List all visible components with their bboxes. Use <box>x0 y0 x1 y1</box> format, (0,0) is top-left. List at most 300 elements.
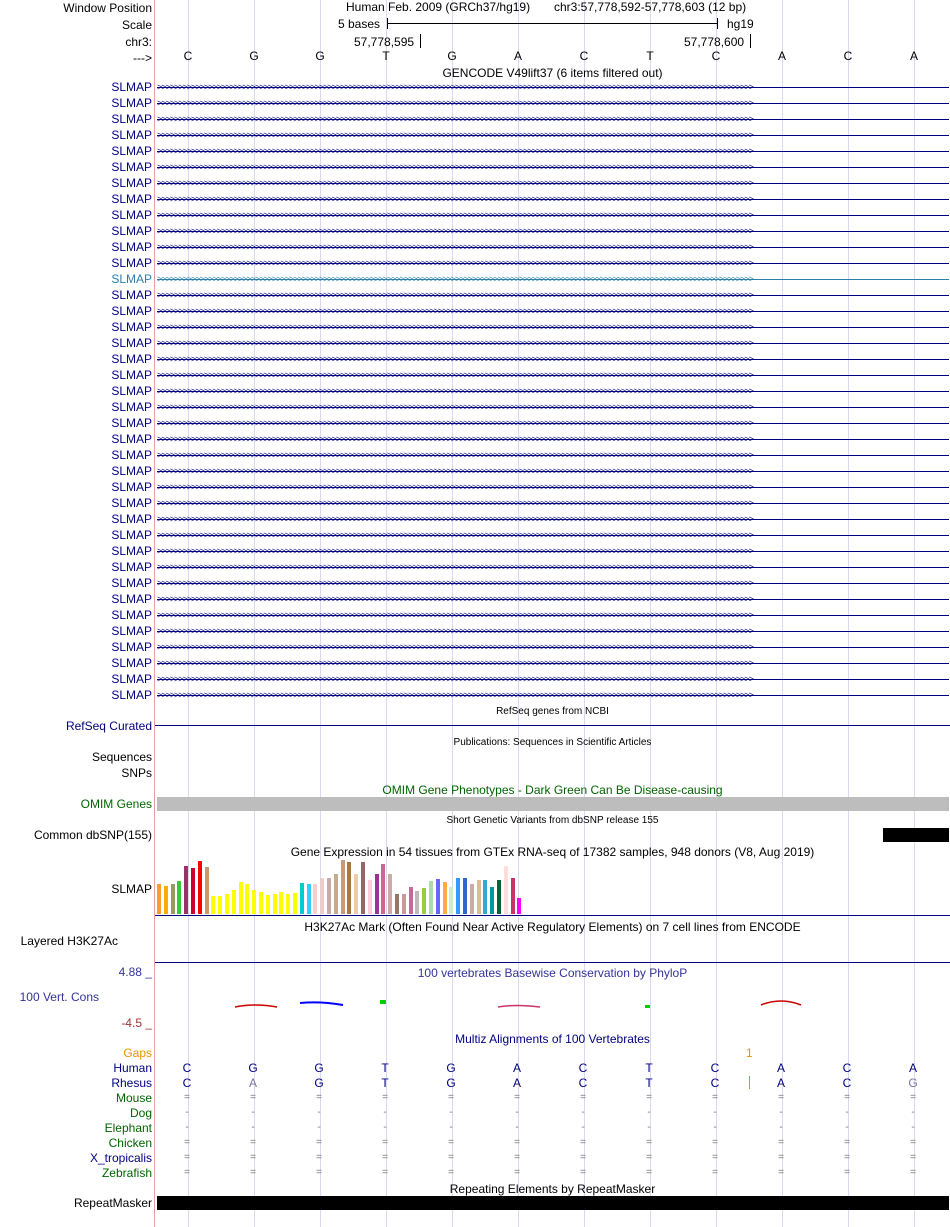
gencode-transcript-label[interactable]: SLMAP <box>111 688 152 702</box>
alignment-base: C <box>710 1076 720 1090</box>
alignment-base: = <box>382 1092 388 1103</box>
gencode-transcript[interactable] <box>157 290 949 300</box>
alignment-base: = <box>910 1167 916 1178</box>
alignment-base: - <box>449 1122 453 1133</box>
alignment-base: - <box>185 1122 189 1133</box>
gtex-tissue-bar[interactable] <box>368 880 372 914</box>
alignment-base: = <box>184 1092 190 1103</box>
gtex-tissue-bar[interactable] <box>381 864 385 914</box>
strand-arrows: >>>>>>>>>>>>>>>>>>>>>>>>>>>>>>>>>>>>>>>>>>>>>>>>>>>>>>>>>>>>>>>>>>>>>>>>>>>>>>>>>>>>>>>>>>>>>>>>>>>>>>>>>>>>>>>>>>>>>>>>>>>>>>>>>>>>>>>>>>>> <box>157 658 753 668</box>
alignment-base: - <box>911 1107 915 1118</box>
alignment-base: T <box>381 1061 389 1075</box>
alignment-base: = <box>580 1167 586 1178</box>
species-label-chicken[interactable]: Chicken <box>108 1136 152 1150</box>
gencode-transcript-label[interactable]: SLMAP <box>111 320 152 334</box>
phylop-signal-5 <box>645 1005 650 1008</box>
omim-label[interactable]: OMIM Genes <box>80 797 152 811</box>
gencode-transcript[interactable] <box>157 514 949 524</box>
gtex-tissue-bar[interactable] <box>218 896 222 914</box>
gtex-tissue-bar[interactable] <box>177 881 181 914</box>
gencode-transcript[interactable] <box>157 210 949 220</box>
gencode-transcript-label[interactable]: SLMAP <box>111 608 152 622</box>
gencode-transcript-label[interactable]: SLMAP <box>111 416 152 430</box>
strand-arrows: >>>>>>>>>>>>>>>>>>>>>>>>>>>>>>>>>>>>>>>>>>>>>>>>>>>>>>>>>>>>>>>>>>>>>>>>>>>>>>>>>>>>>>>>>>>>>>>>>>>>>>>>>>>>>>>>>>>>>>>>>>>>>>>>>>>>>>>>>>>> <box>157 82 753 92</box>
dbsnp-label[interactable]: Common dbSNP(155) <box>33 828 152 842</box>
gtex-title[interactable]: Gene Expression in 54 tissues from GTEx RNA-seq of 17382 samples, 948 donors (V8, Aug 2019) <box>290 845 815 859</box>
species-label-rhesus[interactable]: Rhesus <box>111 1076 152 1090</box>
alignment-base: T <box>645 1076 653 1090</box>
alignment-base: = <box>250 1092 256 1103</box>
species-label-gaps[interactable]: Gaps <box>123 1046 152 1060</box>
gencode-transcript[interactable] <box>157 626 949 636</box>
scale-bar-right-tick <box>717 18 718 29</box>
gencode-transcript[interactable] <box>157 114 949 124</box>
gencode-transcript[interactable] <box>157 242 949 252</box>
phylop-label[interactable]: 100 Vert. Cons <box>19 990 99 1004</box>
gencode-transcript[interactable] <box>157 562 949 572</box>
alignment-base: - <box>713 1122 717 1133</box>
gencode-transcript[interactable] <box>157 674 949 684</box>
coord-label-1: 57,778,595 <box>354 35 415 49</box>
gencode-transcript[interactable] <box>157 450 949 460</box>
alignment-base: A <box>776 1061 785 1075</box>
gtex-tissue-bar[interactable] <box>252 890 256 914</box>
gtex-tissue-bar[interactable] <box>259 892 263 914</box>
gencode-transcript-label[interactable]: SLMAP <box>111 560 152 574</box>
db-name: hg19 <box>727 17 754 31</box>
gtex-tissue-bar[interactable] <box>205 867 209 914</box>
base-letter: C <box>579 49 589 63</box>
gencode-transcript[interactable] <box>157 354 949 364</box>
strand-arrows: >>>>>>>>>>>>>>>>>>>>>>>>>>>>>>>>>>>>>>>>>>>>>>>>>>>>>>>>>>>>>>>>>>>>>>>>>>>>>>>>>>>>>>>>>>>>>>>>>>>>>>>>>>>>>>>>>>>>>>>>>>>>>>>>>>>>>>>>>>>> <box>157 642 753 652</box>
gencode-transcript[interactable] <box>157 482 949 492</box>
omim-title[interactable]: OMIM Gene Phenotypes - Dark Green Can Be Disease-causing <box>382 783 723 797</box>
gtex-tissue-bar[interactable] <box>436 879 440 914</box>
gtex-tissue-bar[interactable] <box>313 884 317 914</box>
gtex-tissue-bar[interactable] <box>184 866 188 914</box>
gencode-transcript-label[interactable]: SLMAP <box>111 288 152 302</box>
gencode-transcript-label[interactable]: SLMAP <box>111 272 152 286</box>
gencode-transcript-label[interactable]: SLMAP <box>111 528 152 542</box>
strand-arrows: >>>>>>>>>>>>>>>>>>>>>>>>>>>>>>>>>>>>>>>>>>>>>>>>>>>>>>>>>>>>>>>>>>>>>>>>>>>>>>>>>>>>>>>>>>>>>>>>>>>>>>>>>>>>>>>>>>>>>>>>>>>>>>>>>>>>>>>>>>>> <box>157 146 753 156</box>
gencode-transcript[interactable] <box>157 434 949 444</box>
alignment-base: = <box>778 1092 784 1103</box>
alignment-base: = <box>316 1152 322 1163</box>
gencode-transcript-label[interactable]: SLMAP <box>111 368 152 382</box>
alignment-base: A <box>512 1061 521 1075</box>
gencode-transcript-label[interactable]: SLMAP <box>111 224 152 238</box>
phylop-title[interactable]: 100 vertebrates Basewise Conservation by PhyloP <box>417 966 688 980</box>
alignment-base: = <box>448 1167 454 1178</box>
gencode-transcript-label[interactable]: SLMAP <box>111 480 152 494</box>
gencode-transcript-label[interactable]: SLMAP <box>111 512 152 526</box>
position-range[interactable]: chr3:57,778,592-57,778,603 (12 bp) <box>554 0 747 14</box>
alignment-base: = <box>382 1137 388 1148</box>
alignment-base: = <box>910 1137 916 1148</box>
gtex-tissue-bar[interactable] <box>225 894 229 914</box>
gencode-transcript[interactable] <box>157 178 949 188</box>
insertion-marker <box>749 1076 750 1089</box>
repeatmasker-label[interactable]: RepeatMasker <box>73 1196 152 1210</box>
alignment-base: = <box>514 1167 520 1178</box>
gencode-transcript-label[interactable]: SLMAP <box>111 672 152 686</box>
strand-arrows: >>>>>>>>>>>>>>>>>>>>>>>>>>>>>>>>>>>>>>>>>>>>>>>>>>>>>>>>>>>>>>>>>>>>>>>>>>>>>>>>>>>>>>>>>>>>>>>>>>>>>>>>>>>>>>>>>>>>>>>>>>>>>>>>>>>>>>>>>>>> <box>157 530 753 540</box>
alignment-base: A <box>776 1076 785 1090</box>
gencode-transcript[interactable] <box>157 322 949 332</box>
strand-arrows: >>>>>>>>>>>>>>>>>>>>>>>>>>>>>>>>>>>>>>>>>>>>>>>>>>>>>>>>>>>>>>>>>>>>>>>>>>>>>>>>>>>>>>>>>>>>>>>>>>>>>>>>>>>>>>>>>>>>>>>>>>>>>>>>>>>>>>>>>>>> <box>157 130 753 140</box>
base-letter: G <box>315 49 325 63</box>
gencode-transcript[interactable] <box>157 194 949 204</box>
phylop-max: 4.88 _ <box>118 965 152 979</box>
alignment-base: = <box>514 1137 520 1148</box>
gtex-tissue-bar[interactable] <box>341 860 345 914</box>
gencode-transcript[interactable] <box>157 498 949 508</box>
alignment-base: C <box>182 1061 192 1075</box>
strand-arrows: >>>>>>>>>>>>>>>>>>>>>>>>>>>>>>>>>>>>>>>>>>>>>>>>>>>>>>>>>>>>>>>>>>>>>>>>>>>>>>>>>>>>>>>>>>>>>>>>>>>>>>>>>>>>>>>>>>>>>>>>>>>>>>>>>>>>>>>>>>>> <box>157 594 753 604</box>
gencode-transcript[interactable] <box>157 610 949 620</box>
alignment-base: - <box>779 1122 783 1133</box>
repeatmasker-title[interactable]: Repeating Elements by RepeatMasker <box>449 1182 656 1196</box>
alignment-base: = <box>778 1137 784 1148</box>
phylop-signal-3 <box>380 1000 386 1004</box>
gencode-transcript-label[interactable]: SLMAP <box>111 576 152 590</box>
phylop-signal-4 <box>498 1006 540 1008</box>
alignment-base: = <box>778 1152 784 1163</box>
alignment-base: A <box>908 1061 917 1075</box>
gtex-tissue-bar[interactable] <box>395 894 399 914</box>
gencode-transcript[interactable] <box>157 530 949 540</box>
gtex-tissue-bar[interactable] <box>402 894 406 914</box>
gtex-tissue-bar[interactable] <box>443 882 447 914</box>
gencode-transcript-label[interactable]: SLMAP <box>111 192 152 206</box>
alignment-base: - <box>185 1107 189 1118</box>
gencode-transcript-label[interactable]: SLMAP <box>111 592 152 606</box>
gencode-title[interactable]: GENCODE V49lift37 (6 items filtered out) <box>442 66 663 80</box>
gencode-transcript-label[interactable]: SLMAP <box>111 464 152 478</box>
gtex-tissue-bar[interactable] <box>415 891 419 914</box>
gtex-tissue-bar[interactable] <box>273 894 277 914</box>
gencode-transcript-label[interactable]: SLMAP <box>111 640 152 654</box>
alignment-base: A <box>248 1076 257 1090</box>
gencode-transcript[interactable] <box>157 226 949 236</box>
coord-tick-2 <box>750 34 751 48</box>
strand-arrows: >>>>>>>>>>>>>>>>>>>>>>>>>>>>>>>>>>>>>>>>>>>>>>>>>>>>>>>>>>>>>>>>>>>>>>>>>>>>>>>>>>>>>>>>>>>>>>>>>>>>>>>>>>>>>>>>>>>>>>>>>>>>>>>>>>>>>>>>>>>> <box>157 450 753 460</box>
assembly-name: Human Feb. 2009 (GRCh37/hg19) <box>346 0 531 14</box>
alignment-base: = <box>844 1152 850 1163</box>
gencode-transcript-label[interactable]: SLMAP <box>111 432 152 446</box>
strand-arrows: >>>>>>>>>>>>>>>>>>>>>>>>>>>>>>>>>>>>>>>>>>>>>>>>>>>>>>>>>>>>>>>>>>>>>>>>>>>>>>>>>>>>>>>>>>>>>>>>>>>>>>>>>>>>>>>>>>>>>>>>>>>>>>>>>>>>>>>>>>>> <box>157 610 753 620</box>
alignment-base: = <box>382 1152 388 1163</box>
gtex-tissue-bar[interactable] <box>361 862 365 914</box>
alignment-base: = <box>514 1152 520 1163</box>
alignment-base: = <box>646 1167 652 1178</box>
strand-arrows: >>>>>>>>>>>>>>>>>>>>>>>>>>>>>>>>>>>>>>>>>>>>>>>>>>>>>>>>>>>>>>>>>>>>>>>>>>>>>>>>>>>>>>>>>>>>>>>>>>>>>>>>>>>>>>>>>>>>>>>>>>>>>>>>>>>>>>>>>>>> <box>157 242 753 252</box>
strand-arrows: >>>>>>>>>>>>>>>>>>>>>>>>>>>>>>>>>>>>>>>>>>>>>>>>>>>>>>>>>>>>>>>>>>>>>>>>>>>>>>>>>>>>>>>>>>>>>>>>>>>>>>>>>>>>>>>>>>>>>>>>>>>>>>>>>>>>>>>>>>>> <box>157 306 753 316</box>
alignment-base: = <box>712 1092 718 1103</box>
alignment-base: - <box>317 1122 321 1133</box>
dbsnp-feature[interactable] <box>883 828 949 842</box>
alignment-base: = <box>580 1137 586 1148</box>
gencode-transcript[interactable] <box>157 306 949 316</box>
h3k27ac-label[interactable]: Layered H3K27Ac <box>20 934 118 948</box>
gencode-transcript-label[interactable]: SLMAP <box>111 176 152 190</box>
gencode-transcript-label[interactable]: SLMAP <box>111 336 152 350</box>
alignment-base: = <box>910 1152 916 1163</box>
alignment-base: = <box>316 1167 322 1178</box>
base-letter: C <box>843 49 853 63</box>
gtex-tissue-bar[interactable] <box>497 880 501 914</box>
gencode-transcript[interactable] <box>157 98 949 108</box>
coord-tick-1 <box>420 34 421 48</box>
gtex-tissue-bar[interactable] <box>422 888 426 914</box>
strand-arrows: >>>>>>>>>>>>>>>>>>>>>>>>>>>>>>>>>>>>>>>>>>>>>>>>>>>>>>>>>>>>>>>>>>>>>>>>>>>>>>>>>>>>>>>>>>>>>>>>>>>>>>>>>>>>>>>>>>>>>>>>>>>>>>>>>>>>>>>>>>>> <box>157 162 753 172</box>
gencode-transcript[interactable] <box>157 338 949 348</box>
gencode-transcript-label[interactable]: SLMAP <box>111 128 152 142</box>
gtex-bar-chart[interactable] <box>157 858 537 914</box>
gencode-transcript[interactable] <box>157 642 949 652</box>
gtex-tissue-bar[interactable] <box>300 883 304 914</box>
window-position-label: Window Position <box>63 1 152 15</box>
strand-arrows: >>>>>>>>>>>>>>>>>>>>>>>>>>>>>>>>>>>>>>>>>>>>>>>>>>>>>>>>>>>>>>>>>>>>>>>>>>>>>>>>>>>>>>>>>>>>>>>>>>>>>>>>>>>>>>>>>>>>>>>>>>>>>>>>>>>>>>>>>>>> <box>157 498 753 508</box>
publications-label-sequences[interactable]: Sequences <box>91 750 152 764</box>
gencode-transcript-label[interactable]: SLMAP <box>111 96 152 110</box>
species-label-elephant[interactable]: Elephant <box>104 1121 152 1135</box>
species-label-mouse[interactable]: Mouse <box>115 1091 152 1105</box>
alignment-base: = <box>250 1152 256 1163</box>
alignment-base: C <box>182 1076 192 1090</box>
gtex-tissue-bar[interactable] <box>483 880 487 914</box>
gtex-tissue-bar[interactable] <box>334 874 338 914</box>
strand-arrows: >>>>>>>>>>>>>>>>>>>>>>>>>>>>>>>>>>>>>>>>>>>>>>>>>>>>>>>>>>>>>>>>>>>>>>>>>>>>>>>>>>>>>>>>>>>>>>>>>>>>>>>>>>>>>>>>>>>>>>>>>>>>>>>>>>>>>>>>>>>> <box>157 562 753 572</box>
alignment-base: G <box>446 1076 456 1090</box>
dbsnp-title[interactable]: Short Genetic Variants from dbSNP release 155 <box>446 815 659 826</box>
gtex-tissue-bar[interactable] <box>191 868 195 914</box>
gtex-tissue-bar[interactable] <box>347 862 351 914</box>
gtex-tissue-bar[interactable] <box>171 884 175 914</box>
repeatmasker-bar[interactable] <box>157 1196 949 1210</box>
strand-arrows: >>>>>>>>>>>>>>>>>>>>>>>>>>>>>>>>>>>>>>>>>>>>>>>>>>>>>>>>>>>>>>>>>>>>>>>>>>>>>>>>>>>>>>>>>>>>>>>>>>>>>>>>>>>>>>>>>>>>>>>>>>>>>>>>>>>>>>>>>>>> <box>157 546 753 556</box>
gencode-transcript[interactable] <box>157 594 949 604</box>
gencode-transcript-label[interactable]: SLMAP <box>111 352 152 366</box>
gtex-tissue-bar[interactable] <box>456 878 460 914</box>
gtex-tissue-bar[interactable] <box>409 887 413 914</box>
gencode-transcript-label[interactable]: SLMAP <box>111 208 152 222</box>
alignment-base: = <box>712 1152 718 1163</box>
alignment-base: - <box>251 1122 255 1133</box>
gtex-tissue-bar[interactable] <box>470 884 474 914</box>
gtex-tissue-bar[interactable] <box>388 874 392 914</box>
gencode-transcript[interactable] <box>157 402 949 412</box>
h3k27ac-baseline <box>155 962 950 963</box>
gtex-tissue-bar[interactable] <box>463 878 467 914</box>
gencode-transcript[interactable] <box>157 386 949 396</box>
strand-arrows: >>>>>>>>>>>>>>>>>>>>>>>>>>>>>>>>>>>>>>>>>>>>>>>>>>>>>>>>>>>>>>>>>>>>>>>>>>>>>>>>>>>>>>>>>>>>>>>>>>>>>>>>>>>>>>>>>>>>>>>>>>>>>>>>>>>>>>>>>>>> <box>157 98 753 108</box>
species-label-dog[interactable]: Dog <box>129 1106 152 1120</box>
strand-arrows: >>>>>>>>>>>>>>>>>>>>>>>>>>>>>>>>>>>>>>>>>>>>>>>>>>>>>>>>>>>>>>>>>>>>>>>>>>>>>>>>>>>>>>>>>>>>>>>>>>>>>>>>>>>>>>>>>>>>>>>>>>>>>>>>>>>>>>>>>>>> <box>157 338 753 348</box>
h3k27ac-title[interactable]: H3K27Ac Mark (Often Found Near Active Regulatory Elements) on 7 cell lines from ENCODE <box>304 920 801 934</box>
alignment-base: = <box>250 1137 256 1148</box>
gencode-transcript-label[interactable]: SLMAP <box>111 656 152 670</box>
species-label-zebrafish[interactable]: Zebrafish <box>101 1166 152 1180</box>
strand-arrows: >>>>>>>>>>>>>>>>>>>>>>>>>>>>>>>>>>>>>>>>>>>>>>>>>>>>>>>>>>>>>>>>>>>>>>>>>>>>>>>>>>>>>>>>>>>>>>>>>>>>>>>>>>>>>>>>>>>>>>>>>>>>>>>>>>>>>>>>>>>> <box>157 114 753 124</box>
gencode-transcript-label[interactable]: SLMAP <box>111 256 152 270</box>
refseq-title[interactable]: RefSeq genes from NCBI <box>496 706 609 717</box>
gtex-tissue-bar[interactable] <box>490 887 494 914</box>
phylop-min: -4.5 _ <box>121 1016 152 1030</box>
strand-arrows: >>>>>>>>>>>>>>>>>>>>>>>>>>>>>>>>>>>>>>>>>>>>>>>>>>>>>>>>>>>>>>>>>>>>>>>>>>>>>>>>>>>>>>>>>>>>>>>>>>>>>>>>>>>>>>>>>>>>>>>>>>>>>>>>>>>>>>>>>>>> <box>157 194 753 204</box>
strand-arrows: >>>>>>>>>>>>>>>>>>>>>>>>>>>>>>>>>>>>>>>>>>>>>>>>>>>>>>>>>>>>>>>>>>>>>>>>>>>>>>>>>>>>>>>>>>>>>>>>>>>>>>>>>>>>>>>>>>>>>>>>>>>>>>>>>>>>>>>>>>>> <box>157 290 753 300</box>
gtex-tissue-bar[interactable] <box>164 886 168 914</box>
alignment-base: = <box>514 1092 520 1103</box>
alignment-base: = <box>646 1137 652 1148</box>
gencode-transcript[interactable] <box>157 274 949 284</box>
alignment-base: - <box>251 1107 255 1118</box>
alignment-base: - <box>845 1122 849 1133</box>
alignment-base: = <box>184 1167 190 1178</box>
alignment-base: = <box>778 1167 784 1178</box>
gtex-tissue-bar[interactable] <box>266 895 270 914</box>
alignment-base: G <box>314 1076 324 1090</box>
strand-arrows: >>>>>>>>>>>>>>>>>>>>>>>>>>>>>>>>>>>>>>>>>>>>>>>>>>>>>>>>>>>>>>>>>>>>>>>>>>>>>>>>>>>>>>>>>>>>>>>>>>>>>>>>>>>>>>>>>>>>>>>>>>>>>>>>>>>>>>>>>>>> <box>157 370 753 380</box>
gencode-transcript-label[interactable]: SLMAP <box>111 624 152 638</box>
gtex-tissue-bar[interactable] <box>477 880 481 914</box>
base-letter: A <box>909 49 918 63</box>
gencode-transcript-label[interactable]: SLMAP <box>111 496 152 510</box>
base-letter: G <box>249 49 259 63</box>
gtex-tissue-bar[interactable] <box>239 882 243 914</box>
gencode-transcript-label[interactable]: SLMAP <box>111 384 152 398</box>
gtex-tissue-bar[interactable] <box>157 884 161 914</box>
scale-label: Scale <box>121 18 152 32</box>
gtex-tissue-bar[interactable] <box>375 874 379 914</box>
gencode-transcript[interactable] <box>157 418 949 428</box>
refseq-label[interactable]: RefSeq Curated <box>65 719 152 733</box>
alignment-base: C <box>578 1061 588 1075</box>
gtex-tissue-bar[interactable] <box>307 884 311 914</box>
alignment-base: = <box>712 1167 718 1178</box>
gtex-tissue-bar[interactable] <box>279 892 283 914</box>
gencode-transcript[interactable] <box>157 258 949 268</box>
gencode-transcript-label[interactable]: SLMAP <box>111 160 152 174</box>
gencode-transcript-label[interactable]: SLMAP <box>111 400 152 414</box>
publications-title[interactable]: Publications: Sequences in Scientific Articles <box>453 737 652 748</box>
alignment-base: C <box>710 1061 720 1075</box>
strand-arrows: >>>>>>>>>>>>>>>>>>>>>>>>>>>>>>>>>>>>>>>>>>>>>>>>>>>>>>>>>>>>>>>>>>>>>>>>>>>>>>>>>>>>>>>>>>>>>>>>>>>>>>>>>>>>>>>>>>>>>>>>>>>>>>>>>>>>>>>>>>>> <box>157 322 753 332</box>
alignment-base: - <box>449 1107 453 1118</box>
strand-arrows: >>>>>>>>>>>>>>>>>>>>>>>>>>>>>>>>>>>>>>>>>>>>>>>>>>>>>>>>>>>>>>>>>>>>>>>>>>>>>>>>>>>>>>>>>>>>>>>>>>>>>>>>>>>>>>>>>>>>>>>>>>>>>>>>>>>>>>>>>>>> <box>157 626 753 636</box>
gencode-transcript[interactable] <box>157 370 949 380</box>
alignment-base: = <box>250 1167 256 1178</box>
alignment-base: = <box>910 1092 916 1103</box>
gtex-tissue-bar[interactable] <box>293 893 297 914</box>
gencode-transcript-label[interactable]: SLMAP <box>111 112 152 126</box>
alignment-base: C <box>578 1076 588 1090</box>
gtex-tissue-bar[interactable] <box>198 861 202 914</box>
gencode-transcript-label[interactable]: SLMAP <box>111 544 152 558</box>
gtex-tissue-bar[interactable] <box>517 898 521 914</box>
gtex-tissue-bar[interactable] <box>245 884 249 914</box>
gap-marker: 1 <box>746 1046 753 1060</box>
gencode-transcript-label[interactable]: SLMAP <box>111 448 152 462</box>
gencode-transcript[interactable] <box>157 546 949 556</box>
gencode-transcript-label[interactable]: SLMAP <box>111 80 152 94</box>
strand-arrows: >>>>>>>>>>>>>>>>>>>>>>>>>>>>>>>>>>>>>>>>>>>>>>>>>>>>>>>>>>>>>>>>>>>>>>>>>>>>>>>>>>>>>>>>>>>>>>>>>>>>>>>>>>>>>>>>>>>>>>>>>>>>>>>>>>>>>>>>>>>> <box>157 402 753 412</box>
alignment-base: - <box>383 1107 387 1118</box>
gencode-transcript-label[interactable]: SLMAP <box>111 144 152 158</box>
alignment-base: = <box>448 1152 454 1163</box>
gencode-transcript[interactable] <box>157 658 949 668</box>
species-label-human[interactable]: Human <box>113 1061 152 1075</box>
phylop-plot <box>155 995 950 1011</box>
gtex-tissue-bar[interactable] <box>429 881 433 914</box>
alignment-base: = <box>184 1152 190 1163</box>
alignment-base: = <box>646 1092 652 1103</box>
omim-bar[interactable] <box>157 797 949 811</box>
gtex-tissue-bar[interactable] <box>504 866 508 914</box>
alignment-base: = <box>844 1092 850 1103</box>
gencode-transcript[interactable] <box>157 82 949 92</box>
alignment-base: = <box>448 1092 454 1103</box>
gencode-transcript[interactable] <box>157 146 949 156</box>
gencode-transcript[interactable] <box>157 466 949 476</box>
gencode-transcript[interactable] <box>157 130 949 140</box>
alignment-base: C <box>842 1076 852 1090</box>
phylop-signal-2 <box>300 1002 343 1005</box>
gtex-tissue-bar[interactable] <box>327 878 331 914</box>
gtex-tissue-bar[interactable] <box>511 878 515 914</box>
strand-arrows: >>>>>>>>>>>>>>>>>>>>>>>>>>>>>>>>>>>>>>>>>>>>>>>>>>>>>>>>>>>>>>>>>>>>>>>>>>>>>>>>>>>>>>>>>>>>>>>>>>>>>>>>>>>>>>>>>>>>>>>>>>>>>>>>>>>>>>>>>>>> <box>157 386 753 396</box>
alignment-base: = <box>580 1152 586 1163</box>
alignment-base: G <box>908 1076 918 1090</box>
gencode-transcript-label[interactable]: SLMAP <box>111 240 152 254</box>
gencode-transcript-label[interactable]: SLMAP <box>111 304 152 318</box>
alignment-base: = <box>382 1167 388 1178</box>
species-label-x_tropicalis[interactable]: X_tropicalis <box>89 1151 152 1165</box>
alignment-base: - <box>779 1107 783 1118</box>
scale-bar-left-tick <box>387 18 388 29</box>
phylop-signal-1 <box>235 1005 277 1007</box>
alignment-base: - <box>713 1107 717 1118</box>
gtex-tissue-bar[interactable] <box>320 878 324 914</box>
alignment-base: G <box>446 1061 456 1075</box>
multiz-title[interactable]: Multiz Alignments of 100 Vertebrates <box>455 1032 650 1046</box>
gtex-tissue-bar[interactable] <box>449 887 453 914</box>
gencode-transcript[interactable] <box>157 578 949 588</box>
alignment-base: = <box>844 1167 850 1178</box>
gtex-tissue-bar[interactable] <box>211 896 215 914</box>
gtex-tissue-bar[interactable] <box>286 894 290 914</box>
alignment-base: - <box>845 1107 849 1118</box>
gtex-label[interactable]: SLMAP <box>111 882 152 896</box>
gencode-transcript[interactable] <box>157 162 949 172</box>
refseq-line <box>155 725 950 726</box>
alignment-base: - <box>515 1107 519 1118</box>
scale-bar <box>387 23 718 24</box>
base-letter: C <box>183 49 193 63</box>
strand-arrows: >>>>>>>>>>>>>>>>>>>>>>>>>>>>>>>>>>>>>>>>>>>>>>>>>>>>>>>>>>>>>>>>>>>>>>>>>>>>>>>>>>>>>>>>>>>>>>>>>>>>>>>>>>>>>>>>>>>>>>>>>>>>>>>>>>>>>>>>>>>> <box>157 418 753 428</box>
gencode-transcript[interactable] <box>157 690 949 700</box>
gtex-tissue-bar[interactable] <box>232 890 236 914</box>
strand-label: ---> <box>133 51 152 65</box>
strand-arrows: >>>>>>>>>>>>>>>>>>>>>>>>>>>>>>>>>>>>>>>>>>>>>>>>>>>>>>>>>>>>>>>>>>>>>>>>>>>>>>>>>>>>>>>>>>>>>>>>>>>>>>>>>>>>>>>>>>>>>>>>>>>>>>>>>>>>>>>>>>>> <box>157 482 753 492</box>
strand-arrows: >>>>>>>>>>>>>>>>>>>>>>>>>>>>>>>>>>>>>>>>>>>>>>>>>>>>>>>>>>>>>>>>>>>>>>>>>>>>>>>>>>>>>>>>>>>>>>>>>>>>>>>>>>>>>>>>>>>>>>>>>>>>>>>>>>>>>>>>>>>> <box>157 674 753 684</box>
publications-label-snps[interactable]: SNPs <box>121 766 152 780</box>
base-letter: A <box>777 49 786 63</box>
chrom-label: chr3: <box>125 35 152 49</box>
alignment-base: T <box>645 1061 653 1075</box>
alignment-base: - <box>317 1107 321 1118</box>
gtex-tissue-bar[interactable] <box>354 874 358 914</box>
